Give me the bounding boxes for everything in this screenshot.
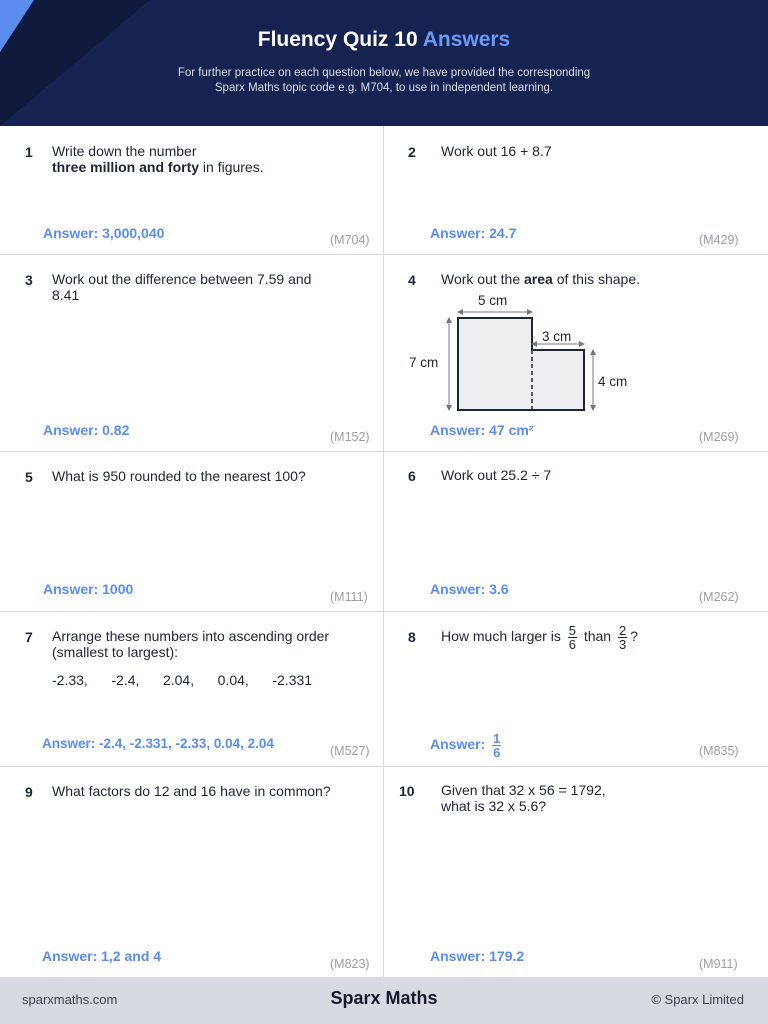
answer: Answer: 3.6 xyxy=(430,581,509,597)
topic-code: (M911) xyxy=(699,957,738,971)
copyright-text: © Sparx Limited xyxy=(651,992,744,1007)
answer: Answer: 3,000,040 xyxy=(43,225,165,241)
fraction: $\frac{2}{3}$ xyxy=(618,622,627,652)
question-text: How much larger is $\frac{5}{6}$ than $\frac{2}{3}$ ? xyxy=(441,622,639,652)
answer: Answer: -2.4, -2.331, -2.33, 0.04, 2.04 xyxy=(42,736,274,751)
topic-code: (M835) xyxy=(699,744,739,758)
answer: Answer: 1,2 and 4 xyxy=(42,948,162,964)
question-number: 2 xyxy=(408,144,416,160)
answer: Answer: $\frac{1}{6}$ xyxy=(430,730,501,760)
page-subtitle: For further practice on each question below, we have provided the corresponding Sparx Maths topic code e.g. M704, to use in independent learning. xyxy=(177,67,591,94)
question-number: 1 xyxy=(25,144,33,160)
dimension-label: 4 cm xyxy=(598,374,628,389)
question-number: 5 xyxy=(25,469,33,485)
question-number: 10 xyxy=(399,783,415,799)
topic-code: (M152) xyxy=(330,430,370,444)
topic-code: (M429) xyxy=(699,233,739,247)
question-number: 9 xyxy=(25,784,33,800)
footer-website-link[interactable]: sparxmaths.com xyxy=(22,992,118,1007)
answer-fraction: $\frac{1}{6}$ xyxy=(493,730,501,760)
dimension-label: 5 cm xyxy=(478,293,508,308)
question-text: Work out the difference between 7.59 and 8.41 xyxy=(52,271,312,303)
question-text: What factors do 12 and 16 have in common? xyxy=(52,783,331,799)
question-text: Work out the area of this shape. xyxy=(441,271,640,287)
question-text: Work out 25.2 ÷ 7 xyxy=(441,467,552,483)
header-banner xyxy=(0,0,768,126)
dimension-label: 7 cm xyxy=(409,355,439,370)
topic-code: (M111) xyxy=(330,590,368,604)
topic-code: (M527) xyxy=(330,744,370,758)
number-list: -2.33, -2.4, 2.04, 0.04, -2.331 xyxy=(52,672,313,688)
question-number: 4 xyxy=(408,272,416,288)
question-text: Work out 16 + 8.7 xyxy=(441,143,552,159)
footer xyxy=(0,977,768,1024)
brand-logo: Sparx Maths xyxy=(330,988,438,1008)
row-divider xyxy=(0,766,768,767)
fraction: $\frac{5}{6}$ xyxy=(568,622,576,652)
row-divider xyxy=(0,611,768,612)
answer: Answer: 24.7 xyxy=(430,225,517,241)
page-title: Fluency Quiz 10 Answers xyxy=(257,28,511,51)
topic-code: (M269) xyxy=(699,430,739,444)
topic-code: (M704) xyxy=(330,233,370,247)
answer: Answer: 47 cm² xyxy=(430,422,534,438)
question-text: Given that 32 x 56 = 1792, what is 32 x 5.6? xyxy=(441,782,606,814)
question-number: 6 xyxy=(408,468,416,484)
dimension-label: 3 cm xyxy=(542,329,572,344)
answer: Answer: 179.2 xyxy=(430,948,525,964)
question-grid xyxy=(0,126,768,977)
question-text: What is 950 rounded to the nearest 100? xyxy=(52,468,306,484)
row-divider xyxy=(0,254,768,255)
question-number: 7 xyxy=(25,629,33,645)
question-text: Write down the number three million and forty in figures. xyxy=(52,143,264,175)
question-text: Arrange these numbers into ascending order (smallest to largest): xyxy=(52,628,330,660)
answer: Answer: 0.82 xyxy=(43,422,130,438)
row-divider xyxy=(0,451,768,452)
question-number: 3 xyxy=(25,272,33,288)
answer: Answer: 1000 xyxy=(43,581,134,597)
question-number: 8 xyxy=(408,629,416,645)
l-shape-diagram xyxy=(400,288,640,418)
topic-code: (M262) xyxy=(699,590,739,604)
topic-code: (M823) xyxy=(330,957,370,971)
